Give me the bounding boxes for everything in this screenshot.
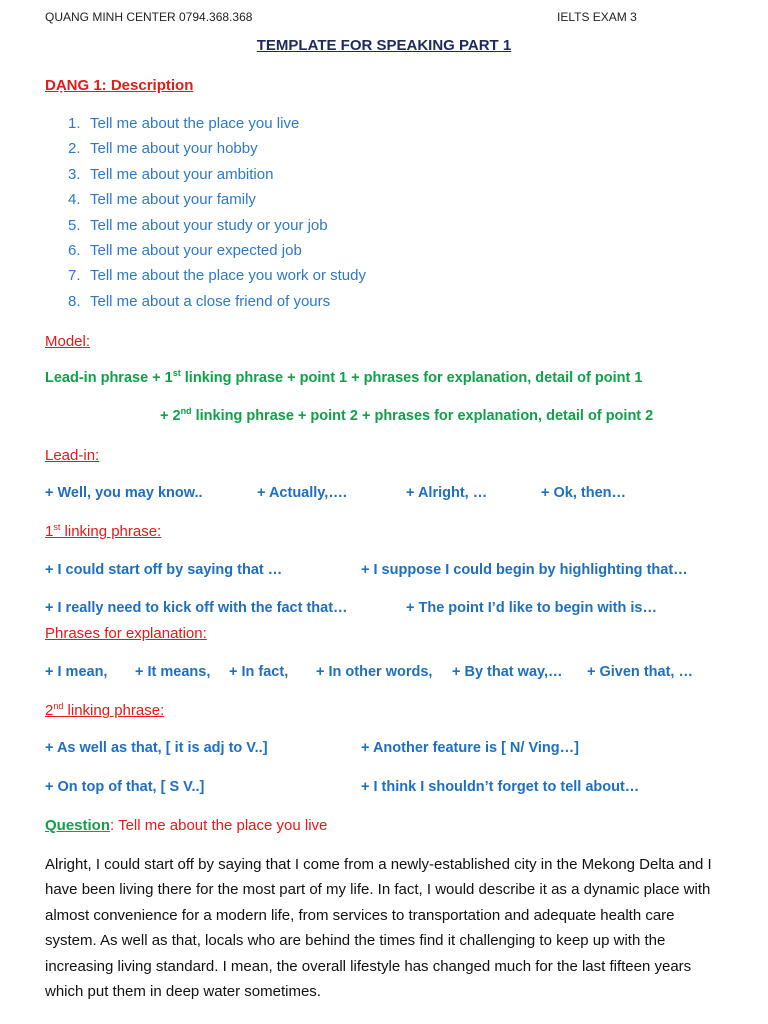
explanation-item: + Given that, …	[587, 664, 693, 680]
linking1-item: + The point I’d like to begin with is…	[406, 600, 657, 616]
explanation-item: + I mean,	[45, 664, 108, 680]
linking2-item: + Another feature is [ N/ Ving…]	[361, 740, 579, 756]
question-list	[68, 114, 366, 317]
list-item: 8. Tell me about a close friend of yours	[68, 292, 331, 310]
explanation-heading: Phrases for explanation:	[45, 625, 207, 642]
linking1-heading: 1st linking phrase:	[45, 522, 162, 540]
leadin-item: + Alright, …	[406, 485, 488, 501]
leadin-item: + Actually,….	[257, 485, 347, 501]
page-title: TEMPLATE FOR SPEAKING PART 1	[256, 37, 512, 54]
explanation-item: + It means,	[135, 664, 211, 680]
linking1-item: + I really need to kick off with the fact that…	[45, 600, 348, 616]
sample-answer-paragraph: Alright, I could start off by saying that I come from a newly-established city in the Mekong Delta and I have been living there for the most part of my life. In fact, I would describe it as a dynamic place with almost convenience for a modern life, from services to transportation and adequate health care system. As well as that, locals who are behind the times find it challenging to keep up with the increasing living standard. I mean, the overall lifestyle has changed much for the last fifteen years which put them in deep water sometimes.	[45, 856, 712, 1001]
linking2-item: + As well as that, [ it is adj to V..]	[45, 740, 268, 756]
list-item: 3. Tell me about your ambition	[68, 165, 274, 183]
model-heading: Model:	[45, 333, 91, 350]
leadin-heading: Lead-in:	[45, 447, 100, 464]
question-line: Question: Tell me about the place you live	[45, 817, 328, 834]
linking1-item: + I suppose I could begin by highlighting that…	[361, 562, 688, 578]
explanation-item: + In other words,	[316, 664, 433, 680]
explanation-item: + In fact,	[229, 664, 289, 680]
list-item: 4. Tell me about your family	[68, 191, 256, 209]
header-center-name: QUANG MINH CENTER 0794.368.368	[45, 10, 253, 24]
linking2-item: + On top of that, [ S V..]	[45, 779, 205, 795]
model-line-2: + 2nd linking phrase + point 2 + phrases for explanation, detail of point 2	[160, 406, 654, 424]
list-item: 1. Tell me about the place you live	[68, 115, 300, 132]
section-heading-description: DẠNG 1: Description	[45, 77, 194, 94]
leadin-item: + Well, you may know..	[45, 485, 203, 501]
linking1-item: + I could start off by saying that …	[45, 562, 283, 578]
list-item: 5. Tell me about your study or your job	[68, 216, 328, 234]
linking2-heading: 2nd linking phrase:	[45, 701, 165, 719]
header-exam-label: IELTS EXAM 3	[557, 10, 637, 24]
linking2-item: + I think I shouldn’t forget to tell about…	[361, 779, 640, 795]
explanation-item: + By that way,…	[452, 664, 563, 680]
leadin-item: + Ok, then…	[541, 485, 627, 501]
list-item: 7. Tell me about the place you work or study	[68, 267, 366, 285]
list-item: 6. Tell me about your expected job	[68, 241, 302, 259]
list-item: 2. Tell me about your hobby	[68, 140, 258, 158]
model-line-1: Lead-in phrase + 1st linking phrase + point 1 + phrases for explanation, detail of point 1	[45, 368, 643, 386]
